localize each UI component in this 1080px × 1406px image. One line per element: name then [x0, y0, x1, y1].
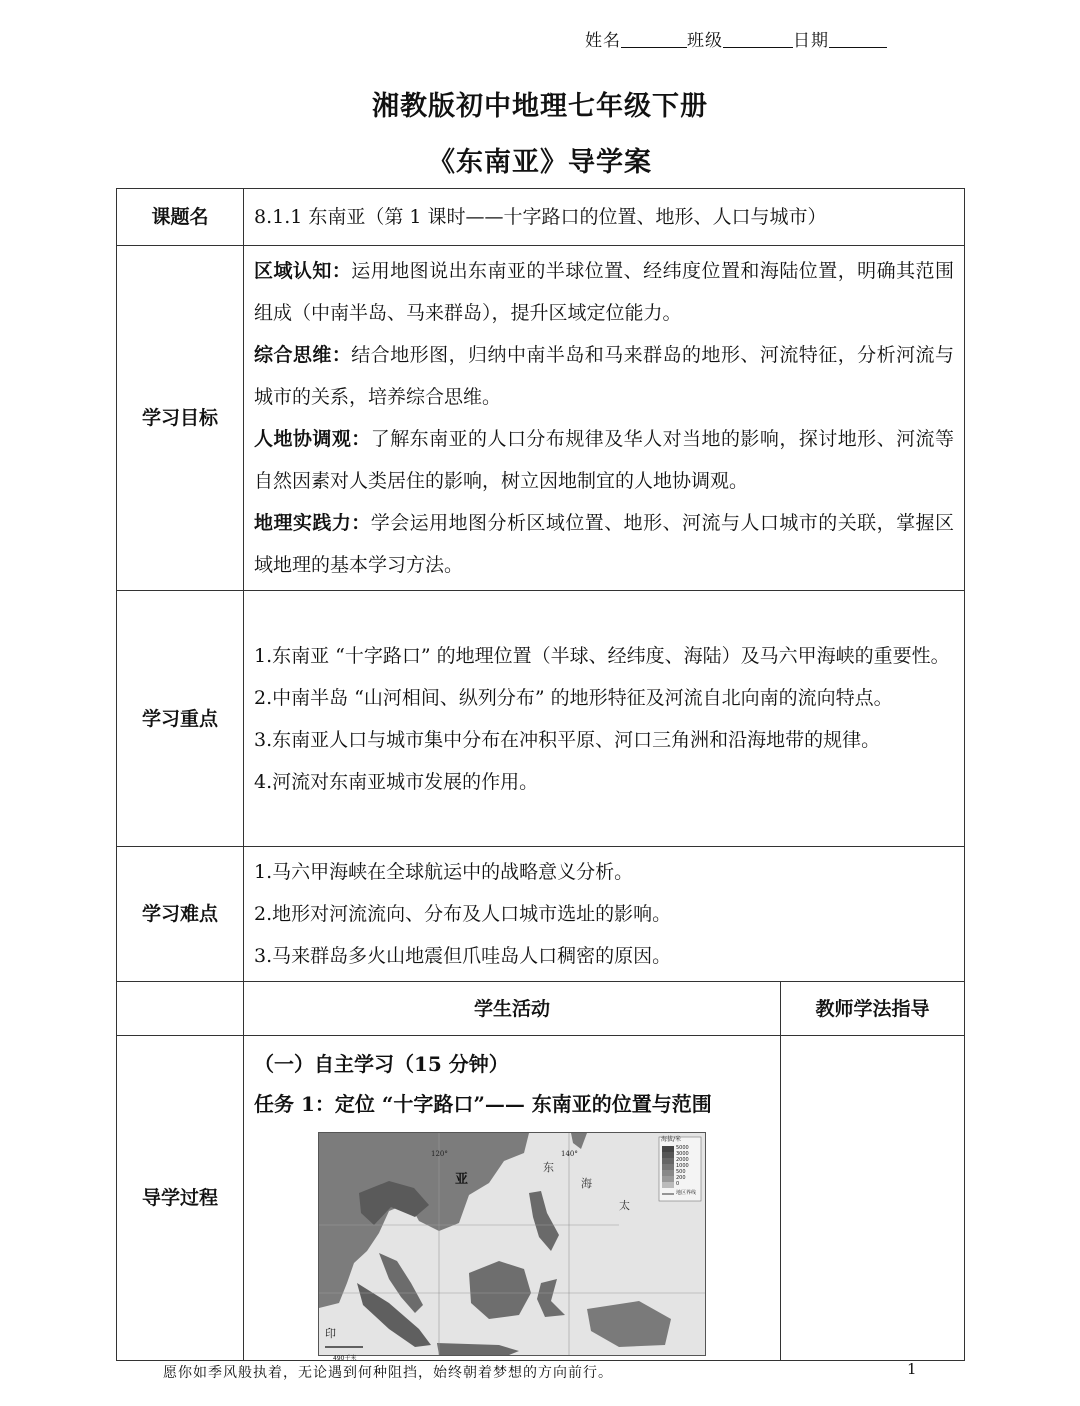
footer-motto: 愿你如季风般执着，无论遇到何种阻挡，始终朝着梦想的方向前行。 — [163, 1365, 613, 1381]
objective-lead: 区域认知： — [254, 260, 352, 282]
teacher-guidance-cell — [781, 1036, 965, 1361]
key-points-row — [117, 591, 965, 847]
topic-row — [117, 189, 965, 246]
legend-swatch — [662, 1164, 674, 1170]
key-point-item: 2.中南半岛 “山河相间、纵列分布” 的地形特征及河流自北向南的流向特点。 — [254, 686, 893, 709]
name-blank[interactable] — [621, 31, 687, 48]
teacher-guidance-header: 教师学法指导 — [781, 982, 965, 1036]
legend-level: 1000 — [676, 1163, 689, 1169]
legend-boundary-label: 地区界线 — [676, 1190, 697, 1196]
task-heading: 任务 1：定位 “十字路口”—— 东南亚的位置与范围 — [254, 1092, 712, 1116]
difficulty-item: 1.马六甲海峡在全球航运中的战略意义分析。 — [254, 861, 634, 883]
difficulty-item: 3.马来群岛多火山地震但爪哇岛人口稠密的原因。 — [254, 945, 672, 967]
study-guide-table — [116, 188, 965, 1361]
legend-swatch — [662, 1170, 674, 1176]
objectives-content — [244, 246, 965, 591]
objectives-row — [117, 246, 965, 591]
legend-title: 海拔/米 — [661, 1136, 682, 1143]
legend-swatch — [662, 1158, 674, 1164]
map-place-char: 印 — [325, 1327, 336, 1340]
objective-item — [254, 334, 954, 418]
objectives-label: 学习目标 — [117, 246, 244, 591]
legend-level: 2000 — [676, 1157, 689, 1163]
objective-text: 运用地图说出东南亚的半球位置、经纬度位置和海陆位置，明确其范围组成（中南半岛、马来群岛），提升区域定位能力。 — [254, 260, 954, 324]
objective-text: 学会运用地图分析区域位置、地形、河流与人口城市的关联，掌握区域地理的基本学习方法。 — [254, 512, 954, 576]
topic-content: 8.1.1 东南亚（第 1 课时——十字路口的位置、地形、人口与城市） — [244, 189, 965, 246]
student-activity-header: 学生活动 — [244, 982, 781, 1036]
difficulties-content — [244, 847, 965, 982]
class-label: 班级 — [687, 31, 723, 51]
map-place-char: 东 — [543, 1161, 554, 1174]
key-points-content — [244, 591, 965, 847]
objective-text: 结合地形图，归纳中南半岛和马来群岛的地形、河流特征，分析河流与城市的关系，培养综合思维。 — [254, 344, 954, 408]
key-point-item: 4.河流对东南亚城市发展的作用。 — [254, 770, 539, 793]
class-blank[interactable] — [723, 31, 793, 48]
date-blank[interactable] — [829, 31, 887, 48]
legend-level: 5000 — [676, 1145, 689, 1151]
objective-item — [254, 418, 954, 502]
key-points-label: 学习重点 — [117, 591, 244, 847]
document-subtitle: 《东南亚》导学案 — [428, 147, 652, 178]
topic-label: 课题名 — [117, 189, 244, 246]
process-row — [117, 1036, 965, 1361]
student-info-line — [585, 26, 887, 51]
empty-header-cell — [117, 982, 244, 1036]
key-point-item: 1.东南亚 “十字路口” 的地理位置（半球、经纬度、海陆）及马六甲海峡的重要性。 — [254, 644, 950, 667]
legend-swatch — [662, 1146, 674, 1152]
objective-lead: 地理实践力： — [254, 512, 371, 534]
longitude-label: 140° — [561, 1150, 578, 1158]
legend-swatch — [662, 1176, 674, 1182]
legend-level: 3000 — [676, 1151, 689, 1157]
southeast-asia-map — [318, 1132, 706, 1362]
map-place-char: 太 — [619, 1199, 630, 1212]
key-point-item: 3.东南亚人口与城市集中分布在冲积平原、河口三角洲和沿海地带的规律。 — [254, 728, 881, 751]
longitude-label: 120° — [431, 1150, 448, 1158]
difficulties-label: 学习难点 — [117, 847, 244, 982]
process-label: 导学过程 — [117, 1036, 244, 1361]
student-activity-cell — [244, 1036, 781, 1361]
legend-level: 500 — [676, 1169, 686, 1175]
map-place-char: 亚 — [455, 1172, 469, 1187]
objective-text: 了解东南亚的人口分布规律及华人对当地的影响，探讨地形、河流等自然因素对人类居住的影响，树立因地制宜的人地协调观。 — [254, 428, 954, 492]
legend-levels — [676, 1145, 689, 1187]
map-graphic — [319, 1133, 705, 1355]
legend-swatch — [662, 1152, 674, 1158]
difficulty-item: 2.地形对河流流向、分布及人口城市选址的影响。 — [254, 903, 672, 925]
date-label: 日期 — [793, 31, 829, 51]
objective-lead: 综合思维： — [254, 344, 352, 366]
legend-level: 200 — [676, 1175, 686, 1181]
page-number: 1 — [907, 1360, 917, 1378]
legend-swatch — [662, 1182, 674, 1188]
objective-lead: 人地协调观： — [254, 428, 371, 450]
legend-level: 0 — [676, 1181, 680, 1187]
difficulties-row — [117, 847, 965, 982]
document-title: 湘教版初中地理七年级下册 — [372, 91, 708, 122]
objective-item — [254, 250, 954, 334]
map-place-char: 海 — [581, 1177, 592, 1190]
objective-item — [254, 502, 954, 586]
section-heading: （一）自主学习（15 分钟） — [254, 1052, 509, 1076]
column-header-row — [117, 982, 965, 1036]
name-label: 姓名 — [585, 31, 621, 51]
scale-label: 490千米 — [333, 1355, 357, 1362]
